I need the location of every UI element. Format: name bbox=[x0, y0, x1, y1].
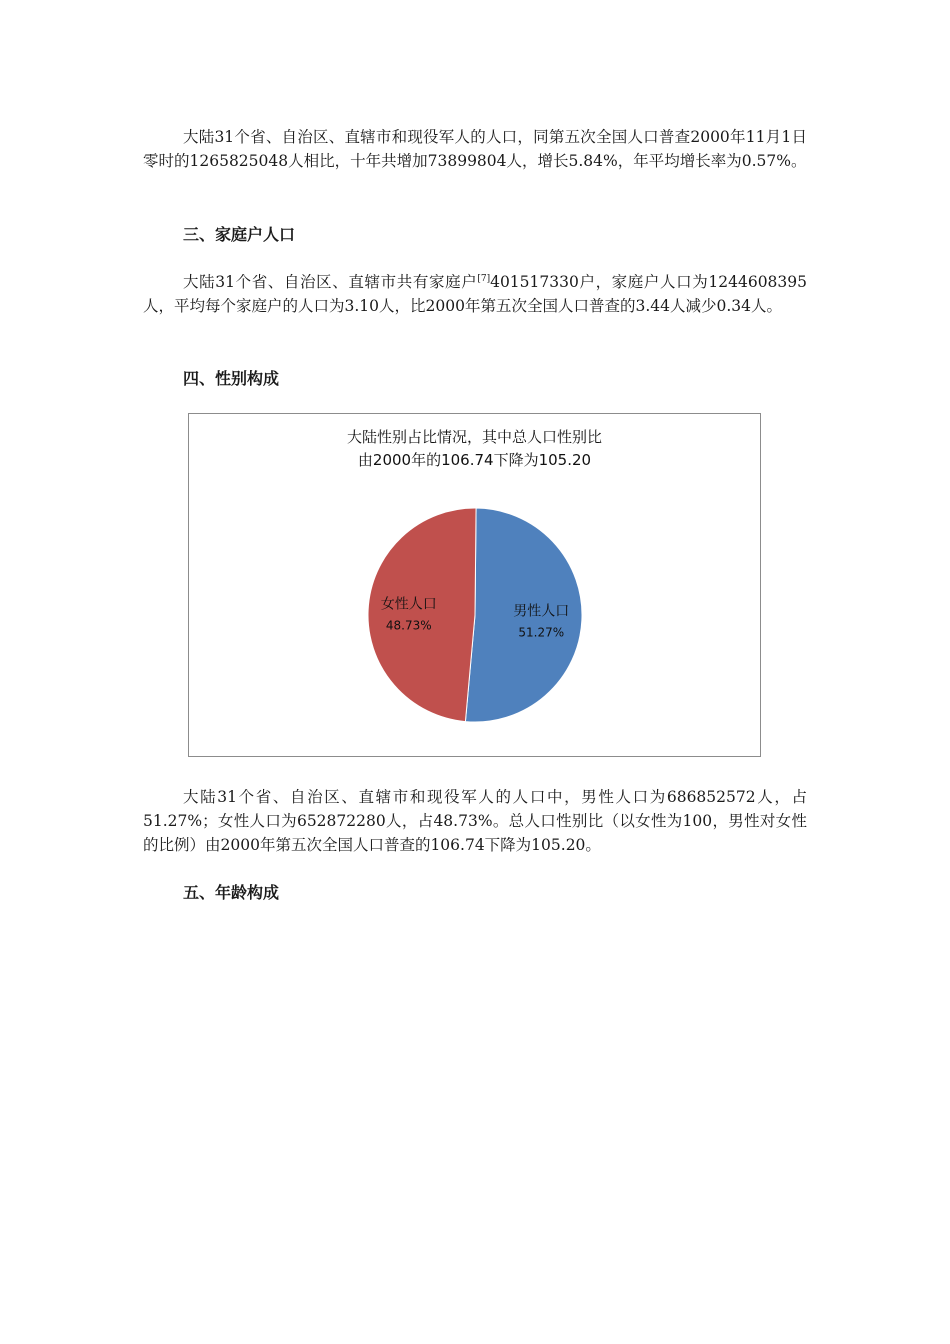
chart-title-line-1: 大陆性别占比情况，其中总人口性别比 bbox=[346, 428, 602, 446]
heading-sex-composition: 四、性别构成 bbox=[183, 369, 280, 388]
pie-value-female: 48.73% bbox=[385, 618, 432, 633]
heading-household-population: 三、家庭户人口 bbox=[183, 225, 296, 244]
pie-label-female: 女性人口 bbox=[380, 596, 437, 613]
paragraph-population-growth: 大陆31个省、自治区、直辖市和现役军人的人口，同第五次全国人口普查2000年11月1日零时的1265825048人相比，十年共增加73899804人，增长5.84%，年平均增长率为0.57%。 bbox=[143, 128, 807, 170]
pie-svg bbox=[189, 414, 760, 756]
footnote-ref-7[interactable]: [7] bbox=[477, 273, 491, 284]
chart-title-line-2: 由2000年的106.74下降为105.20 bbox=[357, 451, 592, 469]
pie-slice-female bbox=[368, 508, 476, 722]
household-text-end: 401517330户，家庭户人口为1244608395人，平均每个家庭户的人口为3.10人，比2000年第五次全国人口普查的3.44人减少0.34人。 bbox=[143, 273, 807, 315]
paragraph-household bbox=[143, 270, 807, 318]
pie-value-male: 51.27% bbox=[518, 625, 565, 640]
pie-label-male: 男性人口 bbox=[513, 603, 570, 620]
sex-ratio-pie-chart bbox=[188, 413, 761, 757]
heading-age-composition: 五、年龄构成 bbox=[183, 883, 280, 902]
household-text-start: 大陆31个省、自治区、直辖市共有家庭户 bbox=[183, 273, 478, 291]
paragraph-sex-ratio: 大陆31个省、自治区、直辖市和现役军人的人口中，男性人口为686852572人，占51.27%；女性人口为652872280人，占48.73%。总人口性别比（以女性为100，男性对女性的比例）由2000年第五次全国人口普查的106.74下降为105.20。 bbox=[143, 788, 807, 854]
